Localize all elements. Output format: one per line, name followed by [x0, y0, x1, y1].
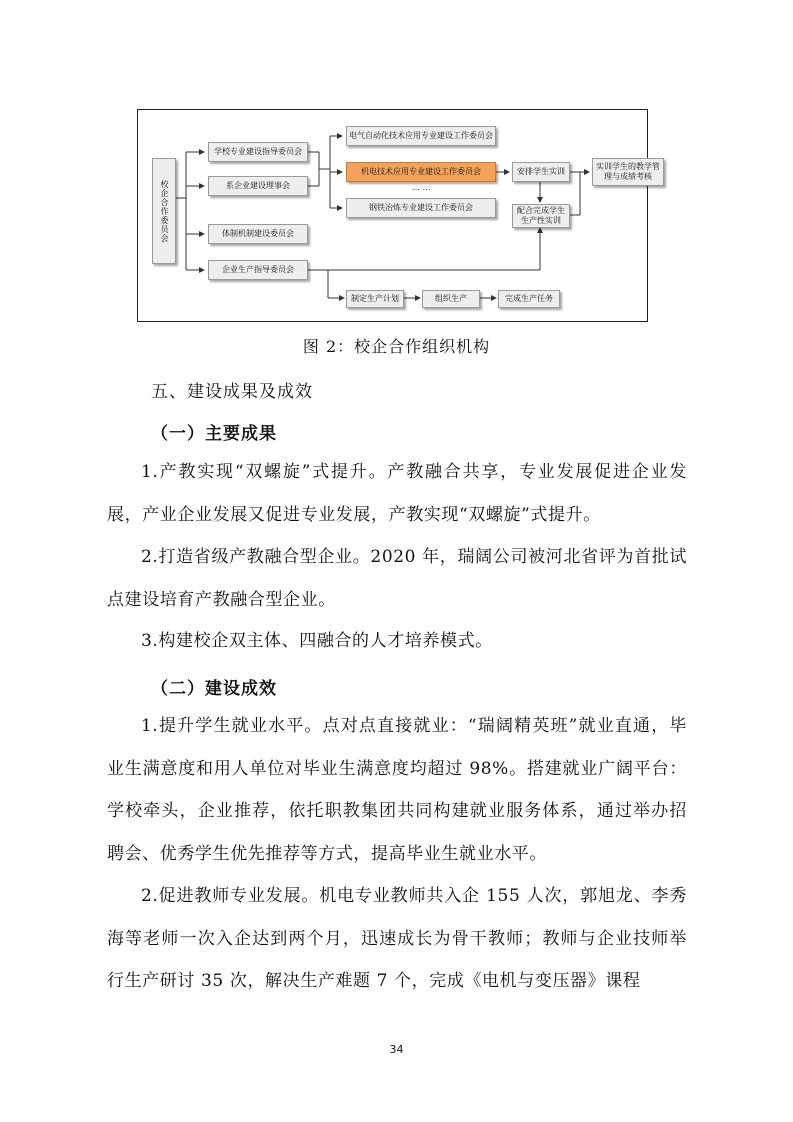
node-guide-committee: 学校专业建设指导委员会 [208, 142, 308, 162]
node-mechanism-committee: 体制机制建设委员会 [208, 224, 308, 244]
section-title: 五、建设成果及成效 [151, 382, 313, 402]
subsection-effects: （二）建设成效 [151, 679, 277, 699]
node-arrange-training: 安排学生实训 [512, 162, 570, 182]
node-organize-production: 组织生产 [422, 290, 480, 308]
node-cooperate-training: 配合完成学生生产性实训 [512, 204, 570, 228]
page-number: 34 [389, 1043, 404, 1056]
node-steel-committee: 钢铁冶炼专业建设工作委员会 [346, 198, 496, 218]
paragraph-3: 3.构建校企双主体、四融合的人才培养模式。 [141, 631, 493, 651]
paragraph-4: 1.提升学生就业水平。点对点直接就业：“瑞阔精英班”就业直通，毕业生满意度和用人单位对毕业生满意度均超过 98%。搭建就业广阔平台：学校牵头，企业推荐，依托职教集团共同构建就业服务体系，通过举办招聘会、优秀学生优先推荐等方式，提高毕业生就业水平。 [107, 716, 687, 864]
figure-caption: 图 2：校企合作组织机构 [302, 337, 491, 356]
node-complete-tasks: 完成生产任务 [498, 290, 560, 308]
subsection-main-results: （一）主要成果 [151, 424, 277, 444]
node-root: 校企合作委员会 [152, 158, 176, 264]
node-production-committee: 企业生产指导委员会 [208, 260, 308, 280]
node-teaching-management: 实训学生的教学管理与成绩考核 [592, 158, 664, 186]
node-dept-council: 系企业建设理事会 [208, 176, 308, 196]
node-electrical-committee: 电气自动化技术应用专业建设工作委员会 [346, 126, 496, 146]
node-mechatronics-committee: 机电技术应用专业建设工作委员会 [346, 162, 496, 182]
paragraph-2: 2.打造省级产教融合型企业。2020 年，瑞阔公司被河北省评为首批试点建设培育产教融合型企业。 [107, 547, 687, 610]
org-chart-figure [137, 109, 660, 322]
paragraph-1: 1.产教实现“双螺旋”式提升。产教融合共享，专业发展促进企业发展，产业企业发展又促进专业发展，产教实现“双螺旋”式提升。 [107, 462, 687, 525]
paragraph-5: 2.促进教师专业发展。机电专业教师共入企 155 人次，郭旭龙、李秀海等老师一次入企达到两个月，迅速成长为骨干教师；教师与企业技师举行生产研讨 35 次，解决生产难题 7 个，完成《电机与变压器》课程 [107, 886, 687, 992]
node-production-plan: 制定生产计划 [346, 290, 404, 308]
ellipsis-label: … … [412, 183, 431, 192]
